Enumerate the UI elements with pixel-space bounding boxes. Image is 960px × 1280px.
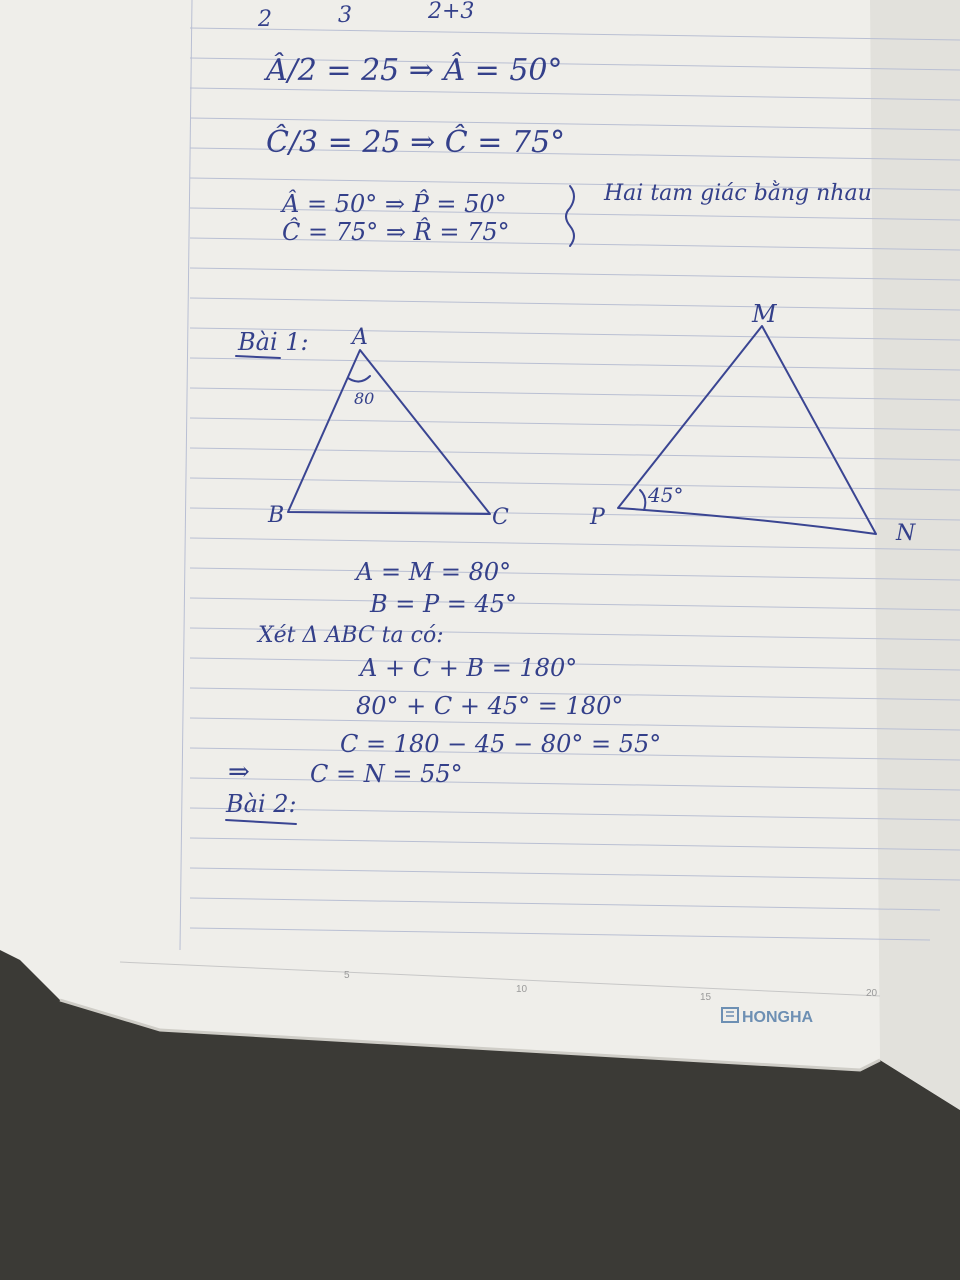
work-line-3: Â = 50° ⇒ P̂ = 50° (282, 190, 507, 218)
fraction-2: 2 (258, 7, 272, 32)
ruler-mark-10: 10 (516, 984, 528, 995)
fraction-3: 3 (338, 3, 352, 28)
given-line-2: B = P = 45° (370, 590, 518, 618)
vertex-a: A (352, 325, 368, 350)
solve-line: C = 180 − 45 − 80° = 55° (340, 730, 662, 758)
sum-line: A + C + B = 180° (360, 654, 578, 682)
exercise2-heading: Bài 2: (226, 790, 297, 818)
fraction-2-plus-3: 2+3 (428, 0, 475, 24)
given-line-1: A = M = 80° (356, 558, 512, 586)
result-line: C = N = 55° (310, 760, 463, 788)
paper-shadow (870, 0, 960, 1110)
angle-p-label: 45° (648, 483, 684, 507)
work-line-2: Ĉ/3 = 25 ⇒ Ĉ = 75° (266, 125, 566, 160)
vertex-b: B (268, 503, 285, 528)
work-line-4: Ĉ = 75° ⇒ R̂ = 75° (282, 218, 510, 246)
ruler-mark-5: 5 (344, 970, 350, 981)
vertex-c: C (492, 505, 509, 530)
exercise1-heading: Bài 1: (238, 328, 309, 356)
brand-name: HONGHA (742, 1009, 814, 1026)
ruler-mark-20: 20 (866, 988, 878, 999)
vertex-n: N (896, 521, 916, 546)
result-arrow: ⇒ (228, 757, 250, 787)
consider-line: Xét Δ ABC ta có: (258, 623, 444, 648)
substitute-line: 80° + C + 45° = 180° (356, 692, 624, 720)
vertex-p: P (590, 505, 605, 530)
ruler-mark-15: 15 (700, 992, 712, 1003)
angle-a-label: 80 (354, 389, 375, 408)
conclusion: Hai tam giác bằng nhau (604, 181, 872, 206)
vertex-m: M (752, 300, 777, 328)
work-line-1: Â/2 = 25 ⇒ Â = 50° (266, 53, 563, 88)
